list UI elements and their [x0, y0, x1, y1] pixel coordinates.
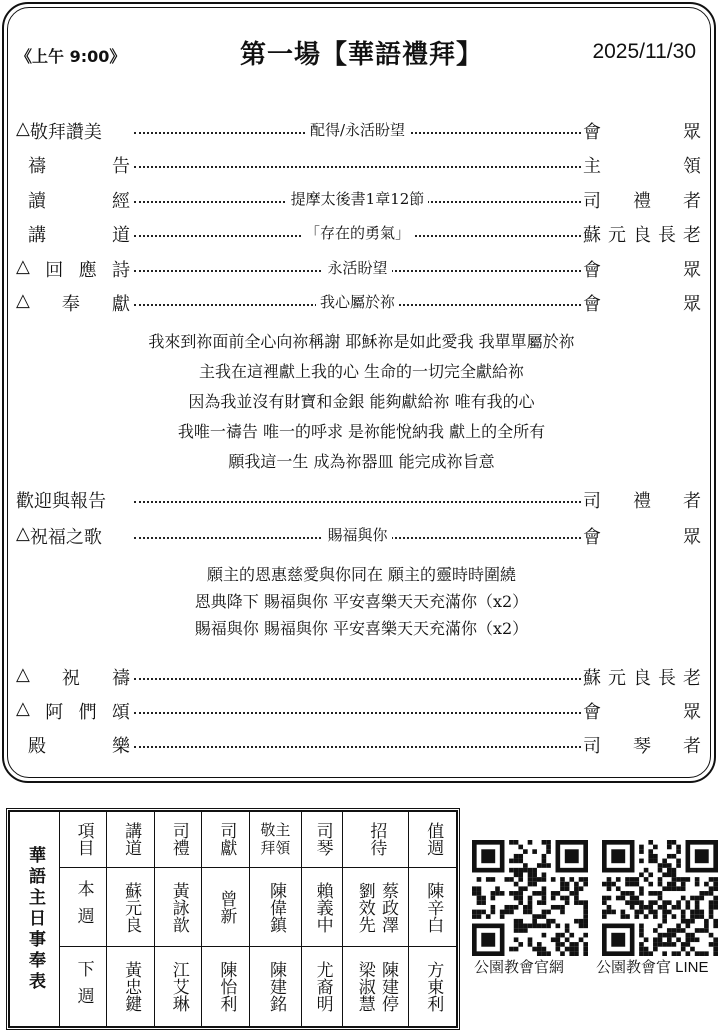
schedule-side-title: 華語主日事奉表 — [10, 812, 60, 1027]
qr-caption-website: 公園教會官網 — [474, 959, 565, 976]
service-time: 《上午 9:00》 — [16, 47, 126, 66]
blessing-lyrics — [0, 561, 723, 642]
schedule-week-label: 本週 — [59, 867, 107, 947]
schedule-cell: 蔡政澤 劉效先 — [343, 867, 409, 947]
service-item — [16, 698, 701, 724]
service-item-role: 司 禮 者 — [583, 190, 701, 212]
schedule-cell: 黃忠鍵 — [107, 947, 155, 1027]
leader-dots — [134, 678, 581, 680]
schedule-cell: 江艾琳 — [154, 947, 202, 1027]
schedule-row-this-week — [10, 867, 457, 947]
schedule-header: 敬主 拜領 — [250, 812, 302, 868]
service-item-role: 主 領 — [583, 156, 701, 178]
leader-dots — [134, 501, 581, 503]
service-item — [16, 187, 701, 213]
schedule-cell: 陳辛白 — [409, 867, 457, 947]
service-item-role: 會 眾 — [583, 122, 701, 143]
schedule-header: 司琴 — [301, 812, 342, 868]
content-text: 提摩太後書1章12節 — [287, 190, 429, 208]
service-item-role: 司 琴 者 — [583, 736, 701, 757]
service-item — [16, 290, 701, 316]
service-item-role: 蘇 元 良 長 老 — [583, 225, 701, 247]
schedule-header: 招待 — [343, 812, 409, 868]
schedule-header: 項目 — [59, 812, 107, 868]
schedule-cell: 賴義中 — [301, 867, 342, 947]
lyric-line: 我來到祢面前全心向祢稱謝 耶穌祢是如此愛我 我單單屬於祢 — [148, 332, 575, 351]
schedule-cell: 尤裔明 — [301, 947, 342, 1027]
content-text: 「存在的勇氣」 — [301, 224, 414, 242]
qr-code-icon[interactable] — [472, 840, 588, 956]
service-item-label: △ 祝 福 之 歌 — [16, 523, 102, 548]
schedule-cell: 曾新 — [202, 867, 250, 947]
service-item-role: 會 眾 — [583, 259, 701, 281]
schedule-header: 值週 — [409, 812, 457, 868]
qr-caption-line: 公園教會官 LINE — [596, 959, 709, 976]
leader-dots — [134, 746, 581, 748]
page-title: 第一場【華語禮拜】 — [239, 40, 483, 70]
service-item-label: 禱 告 — [28, 156, 130, 178]
content-text: 賜福與你 — [323, 526, 391, 544]
service-item-label: 講 道 — [28, 225, 130, 247]
schedule-cell: 黃詠歆 — [154, 867, 202, 947]
service-item-label: 殿 樂 — [28, 736, 130, 757]
service-item-content — [134, 222, 581, 243]
lyric-line: 願我這一生 成為祢器皿 能完成祢旨意 — [228, 452, 495, 471]
service-item-role: 司 禮 者 — [583, 491, 701, 512]
offering-lyrics — [0, 327, 723, 477]
schedule-cell: 蘇元良 — [107, 867, 155, 947]
schedule-week-label: 下週 — [59, 947, 107, 1027]
service-item-content — [134, 524, 581, 545]
lyric-line: 我唯一禱告 唯一的呼求 是祢能悅納我 獻上的全所有 — [177, 422, 546, 441]
service-item-label: △ 回 應 詩 — [16, 255, 130, 281]
leader-dots — [134, 712, 581, 714]
service-item-content — [134, 188, 581, 209]
service-item-role: 會 眾 — [583, 702, 701, 723]
service-item-role: 蘇 元 良 長 老 — [583, 668, 701, 689]
service-item — [16, 152, 701, 178]
content-text: 配得/永活盼望 — [306, 121, 409, 139]
schedule-cell: 陳建銘 — [250, 947, 302, 1027]
leader-dots — [134, 166, 581, 168]
service-item — [16, 221, 701, 247]
service-item — [16, 732, 701, 758]
lyric-line: 恩典降下 賜福與你 平安喜樂天天充滿你（x2） — [194, 592, 529, 611]
schedule-table — [6, 808, 460, 1030]
service-item-content — [134, 257, 581, 278]
service-item-role: 會 眾 — [583, 527, 701, 548]
lyric-line: 賜福與你 賜福與你 平安喜樂天天充滿你（x2） — [194, 619, 529, 638]
lyric-line: 因為我並沒有財寶和金銀 能夠獻給祢 唯有我的心 — [188, 392, 535, 411]
service-item — [16, 118, 701, 144]
service-item-label: △ 阿 們 頌 — [16, 698, 130, 723]
lyric-line: 願主的恩惠慈愛與你同在 願主的靈時時圍繞 — [206, 565, 517, 584]
service-date: 2025/11/30 — [592, 40, 696, 63]
service-item — [16, 523, 701, 549]
schedule-cell: 陳建停 梁淑慧 — [343, 947, 409, 1027]
service-item — [16, 487, 701, 513]
service-item-label: 歡 迎 與 報 告 — [16, 491, 106, 512]
service-item-content — [134, 119, 581, 140]
service-item-label: △ 敬 拜 讚 美 — [16, 118, 102, 143]
service-item-label: △ 奉 獻 — [16, 290, 130, 315]
service-item — [16, 256, 701, 282]
content-text: 永活盼望 — [323, 259, 391, 277]
lyric-line: 主我在這裡獻上我的心 生命的一切完全獻給祢 — [198, 362, 525, 381]
content-text: 我心屬於祢 — [316, 293, 399, 311]
service-item-role: 會 眾 — [583, 294, 701, 315]
schedule-header: 司禮 — [154, 812, 202, 868]
qr-code-icon[interactable] — [602, 840, 718, 956]
service-item — [16, 664, 701, 690]
schedule-header: 講道 — [107, 812, 155, 868]
service-item-label: △ 祝 禱 — [16, 664, 130, 689]
schedule-cell: 陳偉鎮 — [250, 867, 302, 947]
schedule-row-next-week — [10, 947, 457, 1027]
service-item-label: 讀 經 — [28, 190, 130, 212]
service-item-content — [134, 291, 581, 312]
schedule-cell: 陳怡利 — [202, 947, 250, 1027]
schedule-header: 司獻 — [202, 812, 250, 868]
schedule-cell: 方東利 — [409, 947, 457, 1027]
